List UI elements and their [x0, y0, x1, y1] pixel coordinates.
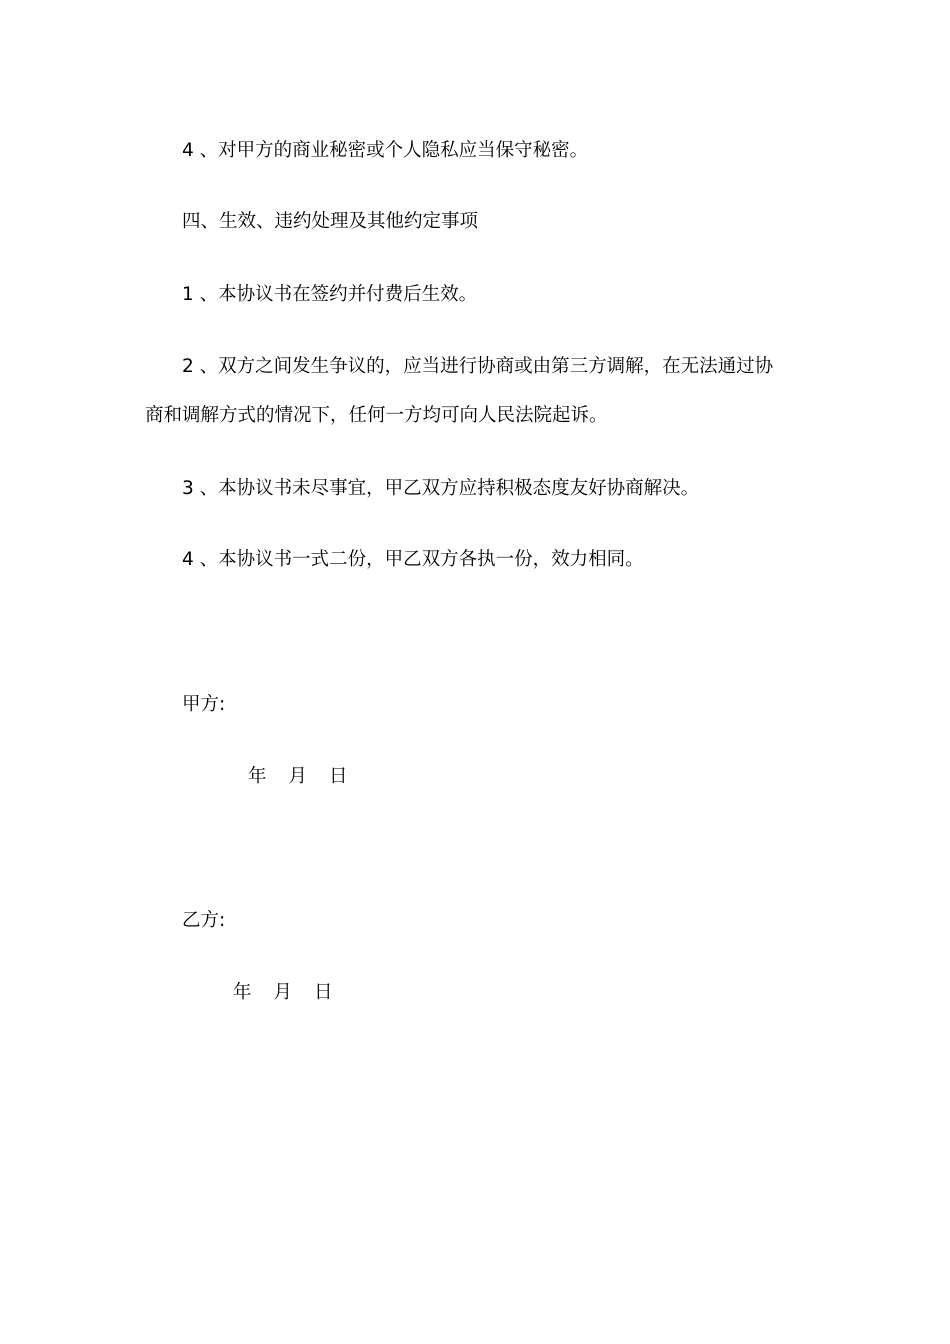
party-b-date-month: 月	[273, 982, 293, 1003]
clause-4-2-line-1: 2 、双方之间发生争议的，应当进行协商或由第三方调解，在无法通过协	[182, 356, 774, 377]
party-b-date-day: 日	[314, 982, 333, 1003]
clause-4-1: 1 、本协议书在签约并付费后生效。	[182, 284, 478, 305]
party-a-date	[248, 765, 348, 789]
clause-4-2-line-2: 商和调解方式的情况下，任何一方均可向人民法院起诉。	[145, 405, 608, 426]
party-a-date-day: 日	[329, 766, 348, 787]
section-heading-4: 四、生效、违约处理及其他约定事项	[182, 211, 479, 232]
party-b-label: 乙方:	[182, 910, 226, 931]
party-a-date-year: 年	[248, 766, 267, 787]
party-a-label: 甲方:	[182, 694, 226, 715]
party-a-date-month: 月	[288, 766, 308, 787]
clause-4-4: 4 、本协议书一式二份，甲乙双方各执一份，效力相同。	[182, 549, 644, 570]
party-b-date-year: 年	[233, 982, 252, 1003]
party-b-date	[233, 981, 333, 1005]
clause-4-3: 3 、本协议书未尽事宜，甲乙双方应持积极态度友好协商解决。	[182, 478, 700, 499]
clause-3-4: 4 、对甲方的商业秘密或个人隐私应当保守秘密。	[182, 140, 589, 161]
